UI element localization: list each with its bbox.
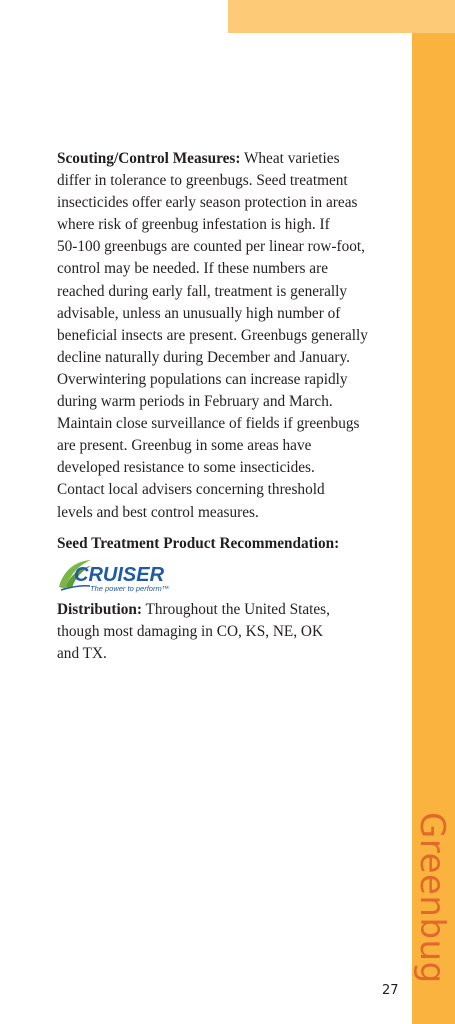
page-number: 27 [382,983,399,998]
scouting-line: are present. Greenbug in some areas have [57,437,312,455]
scouting-line: Maintain close surveillance of fields if greenbugs [57,415,360,433]
scouting-line: Overwintering populations can increase rapidly [57,370,348,388]
scouting-line: Contact local advisers concerning threshold [57,481,325,499]
distribution-paragraph [57,599,377,665]
scouting-heading: Scouting/Control Measures: [57,150,241,167]
top-accent-bar [228,0,455,33]
scouting-paragraph [57,148,377,524]
section-tab-label: Greenbug [412,812,452,984]
main-content [57,148,377,665]
scouting-line: advisable, unless an unusually high number of [57,304,341,322]
distribution-line: Throughout the United States, [142,600,330,618]
distribution-heading: Distribution: [57,600,142,618]
logo-tagline-text: The power to perform™ [90,583,170,593]
scouting-line: reached during early fall, treatment is generally [57,282,348,300]
scouting-line: insecticides offer early season protection in areas [57,194,358,212]
scouting-line: decline naturally during December and January. [57,348,350,366]
scouting-line: during warm periods in February and March. [57,393,333,411]
scouting-line: Wheat varieties [240,150,340,167]
scouting-line: where risk of greenbug infestation is high. If [57,216,330,234]
distribution-line: and TX. [57,644,107,662]
logo-brand-text: CRUISER [74,563,165,586]
scouting-line: differ in tolerance to greenbugs. Seed treatment [57,172,348,190]
scouting-line: 50-100 greenbugs are counted per linear row-foot, [57,238,365,256]
cruiser-logo-graphic [57,557,175,595]
scouting-line: beneficial insects are present. Greenbugs generally [57,326,368,344]
scouting-line: levels and best control measures. [57,503,259,521]
scouting-line: developed resistance to some insecticides. [57,459,315,477]
cruiser-logo [57,557,175,595]
recommendation-heading: Seed Treatment Product Recommendation: [57,534,340,552]
scouting-line: control may be needed. If these numbers are [57,260,328,278]
distribution-line: though most damaging in CO, KS, NE, OK [57,622,323,640]
